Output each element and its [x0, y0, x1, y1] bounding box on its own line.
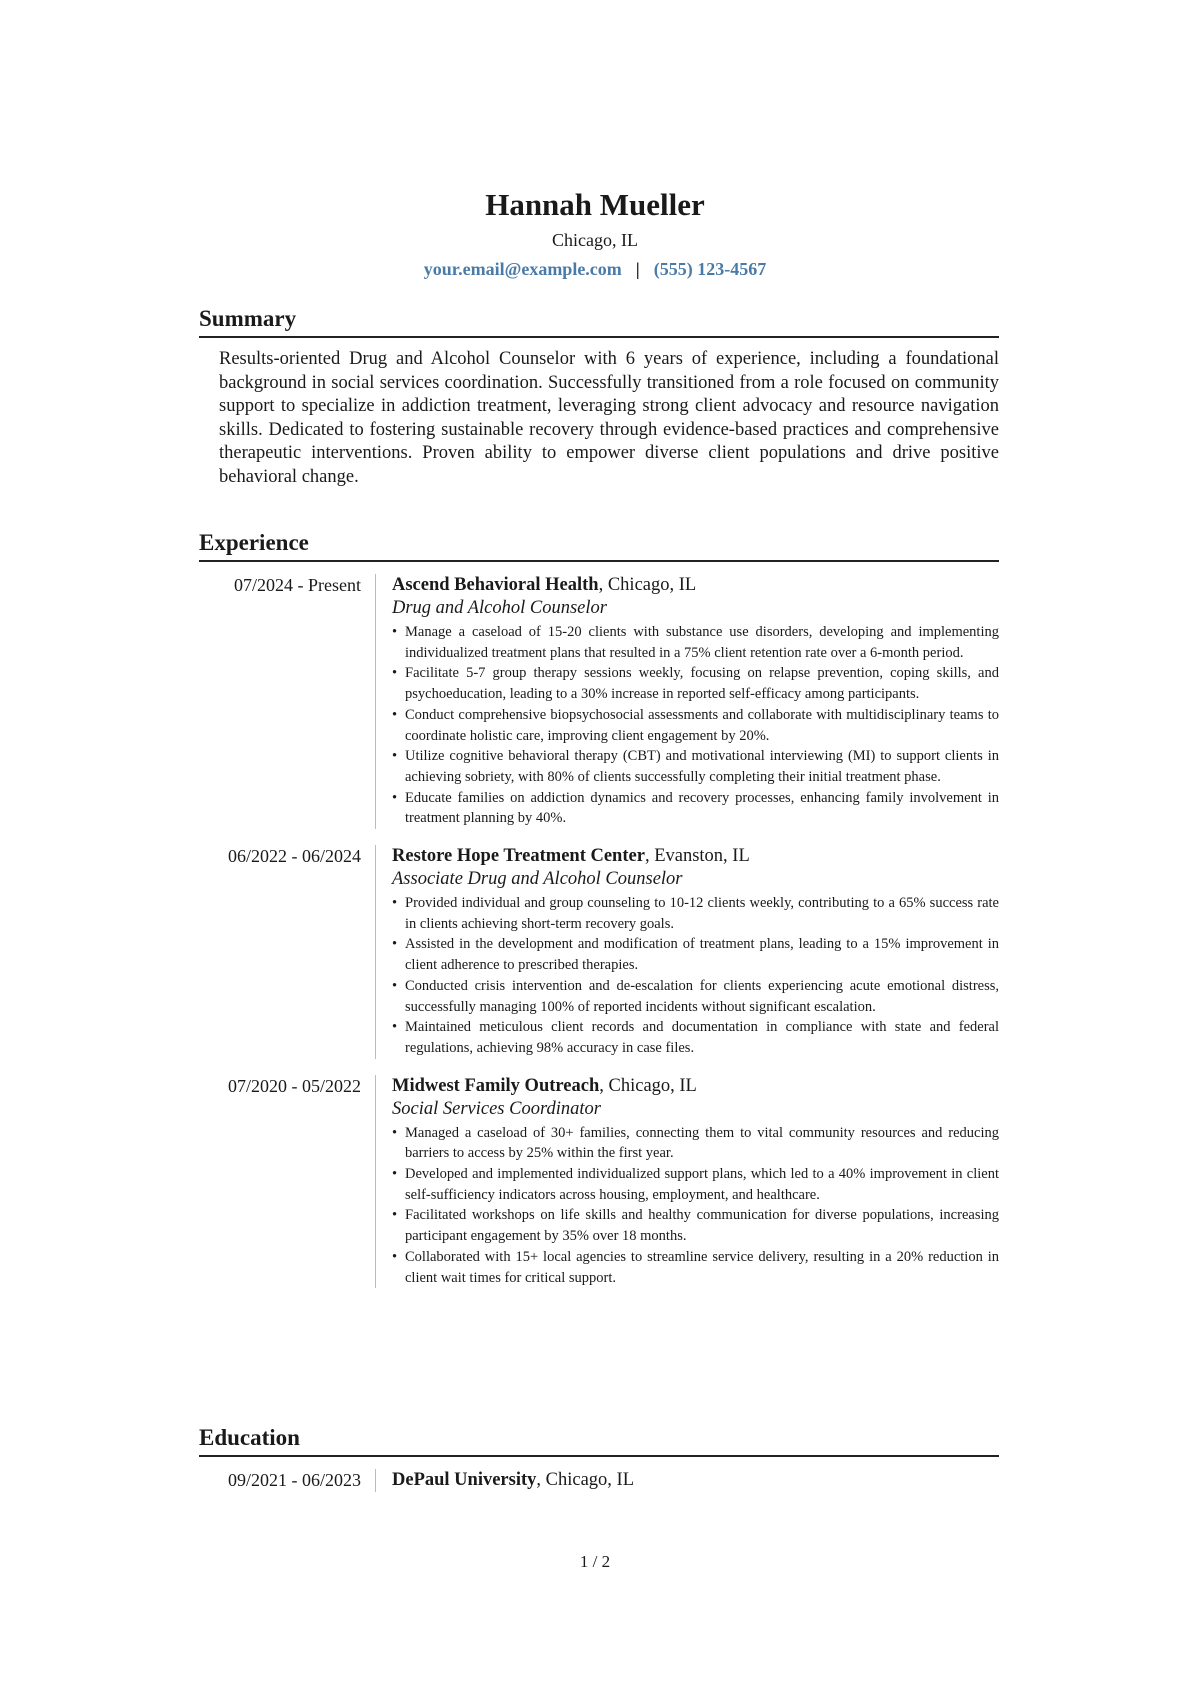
experience-entry — [199, 574, 999, 829]
experience-section — [199, 529, 999, 1288]
achievement-list — [392, 622, 999, 829]
job-title: Drug and Alcohol Counselor — [392, 598, 607, 618]
experience-list — [199, 574, 999, 1288]
resume-header — [0, 186, 1190, 281]
company-name: Midwest Family Outreach — [392, 1075, 600, 1096]
achievement-item: • Provided individual and group counseling to 10-12 clients weekly, contributing to a 65% success rate in clients achieving short-term recovery goals. — [392, 893, 999, 934]
entry-dates: 06/2022 - 06/2024 — [228, 846, 361, 867]
school-location: , Chicago, IL — [536, 1470, 635, 1490]
achievement-item: • Maintained meticulous client records and documentation in compliance with state and federal regulations, achieving 98% accuracy in case files. — [392, 1017, 999, 1058]
email-link[interactable]: your.email@example.com — [423, 259, 622, 279]
achievement-item: • Manage a caseload of 15-20 clients with substance use disorders, developing and implementing individualized treatment plans that resulted in a 75% client retention rate over a 6-month period. — [392, 622, 999, 663]
candidate-name: Hannah Mueller — [485, 187, 705, 222]
experience-entry — [199, 845, 999, 1059]
education-section — [199, 1424, 999, 1492]
phone-link[interactable]: (555) 123-4567 — [653, 259, 767, 279]
summary-section — [199, 305, 999, 489]
page-number: 1 / 2 — [579, 1552, 611, 1571]
achievement-item: • Managed a caseload of 30+ families, connecting them to vital community resources and reducing barriers to access by 25% within the first year. — [392, 1123, 999, 1164]
summary-text: Results-oriented Drug and Alcohol Counselor with 6 years of experience, including a foundational background in social services coordination. Successfully transitioned from a role focused on community support to specialize in addiction treatment, leveraging strong client advocacy and resource navigation skills. Dedicated to fostering sustainable recovery through evidence-based practices and comprehensive therapeutic interventions. Proven ability to empower diverse client populations and drive positive behavioral change. — [219, 349, 999, 487]
section-title-education: Education — [199, 1424, 999, 1457]
school-line — [392, 1469, 999, 1492]
achievement-item: • Conducted crisis intervention and de-escalation for clients experiencing acute emotional distress, successfully managing 100% of reported incidents without significant escalation. — [392, 976, 999, 1017]
entry-body — [375, 845, 999, 1059]
achievement-item: • Collaborated with 15+ local agencies to streamline service delivery, resulting in a 20% reduction in client wait times for critical support. — [392, 1247, 999, 1288]
candidate-location: Chicago, IL — [552, 230, 638, 250]
company-line — [392, 1075, 999, 1098]
company-line — [392, 574, 999, 597]
entry-body — [375, 1075, 999, 1289]
achievement-item: • Assisted in the development and modification of treatment plans, leading to a 15% improvement in client adherence to prescribed therapies. — [392, 934, 999, 975]
job-title: Associate Drug and Alcohol Counselor — [392, 869, 683, 890]
achievement-list — [392, 893, 999, 1059]
achievement-item: • Facilitate 5-7 group therapy sessions weekly, focusing on relapse prevention, coping skills, and psychoeducation, leading to a 30% increase in reported self-efficacy among participants. — [392, 663, 999, 704]
company-name: Ascend Behavioral Health — [392, 575, 599, 595]
section-title-summary: Summary — [199, 305, 999, 338]
school-name: DePaul University — [392, 1470, 537, 1490]
achievement-item: • Conduct comprehensive biopsychosocial assessments and collaborate with multidisciplinary teams to coordinate holistic care, improving client engagement by 20%. — [392, 705, 999, 746]
contact-line — [0, 257, 1190, 281]
achievement-item: • Utilize cognitive behavioral therapy (CBT) and motivational interviewing (MI) to support clients in achieving sobriety, with 80% of clients successfully completing their initial treatment phase. — [392, 746, 999, 787]
company-location: , Chicago, IL — [598, 575, 697, 595]
contact-separator: | — [635, 259, 640, 279]
entry-body — [375, 574, 999, 829]
job-title: Social Services Coordinator — [392, 1098, 601, 1119]
entry-dates: 07/2024 - Present — [234, 575, 361, 595]
achievement-item: • Facilitated workshops on life skills and healthy communication for diverse populations, increasing participant engagement by 35% over 18 months. — [392, 1205, 999, 1246]
achievement-item: • Educate families on addiction dynamics and recovery processes, enhancing family involvement in treatment planning by 40%. — [392, 788, 999, 829]
achievement-item: • Developed and implemented individualized support plans, which led to a 40% improvement in client self-sufficiency indicators across housing, employment, and healthcare. — [392, 1164, 999, 1205]
company-line — [392, 845, 999, 868]
entry-body — [375, 1469, 999, 1492]
company-name: Restore Hope Treatment Center — [392, 846, 645, 867]
entry-dates: 09/2021 - 06/2023 — [228, 1470, 361, 1490]
company-location: , Chicago, IL — [599, 1075, 697, 1096]
education-entry — [199, 1469, 999, 1492]
entry-dates: 07/2020 - 05/2022 — [228, 1075, 361, 1096]
education-list — [199, 1469, 999, 1492]
section-title-experience: Experience — [199, 529, 999, 562]
company-location: , Evanston, IL — [644, 846, 750, 867]
achievement-list — [392, 1123, 999, 1289]
experience-entry — [199, 1075, 999, 1289]
